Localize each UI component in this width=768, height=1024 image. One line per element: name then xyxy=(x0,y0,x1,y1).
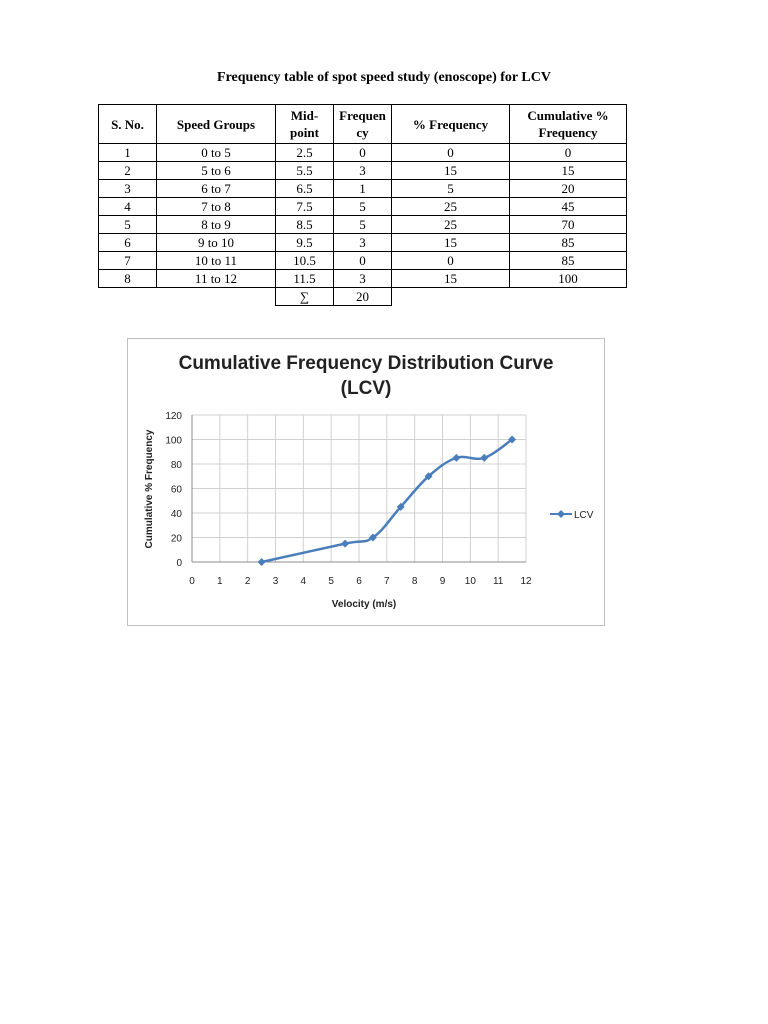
cell-group: 8 to 9 xyxy=(157,216,276,234)
table-header-row xyxy=(99,105,627,144)
cell-freq: 3 xyxy=(334,270,392,288)
header-cum-line1: Cumulative % xyxy=(527,108,609,123)
cell-mid: 11.5 xyxy=(276,270,334,288)
cell-freq: 3 xyxy=(334,162,392,180)
x-tick-label: 7 xyxy=(384,576,390,587)
cell-mid: 8.5 xyxy=(276,216,334,234)
table-row xyxy=(99,144,627,162)
sum-gap-4 xyxy=(510,288,627,306)
cell-pct: 0 xyxy=(392,144,510,162)
table-body xyxy=(99,144,627,288)
cell-cum: 0 xyxy=(510,144,627,162)
cell-freq: 3 xyxy=(334,234,392,252)
legend-marker xyxy=(557,510,565,518)
table-row xyxy=(99,198,627,216)
table-row xyxy=(99,216,627,234)
cell-mid: 9.5 xyxy=(276,234,334,252)
table-row xyxy=(99,180,627,198)
cell-freq: 0 xyxy=(334,252,392,270)
cell-group: 0 to 5 xyxy=(157,144,276,162)
y-axis-label: Cumulative % Frequency xyxy=(144,429,155,549)
x-tick-label: 8 xyxy=(411,576,418,587)
table-row xyxy=(99,162,627,180)
cell-sno: 4 xyxy=(99,198,157,216)
cell-sno: 2 xyxy=(99,162,157,180)
x-tick-label: 6 xyxy=(356,576,362,587)
legend-label: LCV xyxy=(574,510,594,521)
cell-group: 10 to 11 xyxy=(157,252,276,270)
cell-sno: 1 xyxy=(99,144,157,162)
x-axis-label: Velocity (m/s) xyxy=(331,599,397,610)
cell-sno: 5 xyxy=(99,216,157,234)
cell-group: 11 to 12 xyxy=(157,270,276,288)
chart-grid xyxy=(192,415,526,562)
cell-mid: 2.5 xyxy=(276,144,334,162)
cell-group: 7 to 8 xyxy=(157,198,276,216)
y-tick-label: 100 xyxy=(165,435,182,447)
x-tick-label: 10 xyxy=(464,576,476,587)
x-tick-label: 12 xyxy=(520,576,532,587)
cell-mid: 5.5 xyxy=(276,162,334,180)
data-point-marker xyxy=(480,454,488,462)
cell-group: 5 to 6 xyxy=(157,162,276,180)
cell-freq: 5 xyxy=(334,216,392,234)
sum-gap-3 xyxy=(392,288,510,306)
y-tick-label: 40 xyxy=(170,509,182,520)
data-point-marker xyxy=(341,540,349,548)
table-row xyxy=(99,234,627,252)
header-frequency xyxy=(334,105,392,144)
sum-gap-2 xyxy=(157,288,276,306)
cell-sno: 3 xyxy=(99,180,157,198)
cell-group: 6 to 7 xyxy=(157,180,276,198)
header-mid-point xyxy=(276,105,334,144)
table-row xyxy=(99,252,627,270)
header-cum-pct-frequency xyxy=(510,105,627,144)
chart-svg xyxy=(128,339,604,625)
header-mid-point-line1: Mid- xyxy=(290,108,319,123)
y-tick-label: 20 xyxy=(170,533,182,545)
cell-pct: 15 xyxy=(392,270,510,288)
sum-gap-1 xyxy=(99,288,157,306)
y-tick-label: 0 xyxy=(176,558,182,569)
cell-mid: 6.5 xyxy=(276,180,334,198)
cell-pct: 15 xyxy=(392,162,510,180)
cell-pct: 25 xyxy=(392,216,510,234)
header-sno: S. No. xyxy=(99,105,157,144)
frequency-table xyxy=(98,104,627,306)
y-tick-label: 60 xyxy=(170,484,182,496)
x-tick-label: 5 xyxy=(328,576,334,587)
x-tick-label: 4 xyxy=(300,576,307,587)
cell-cum: 15 xyxy=(510,162,627,180)
cell-pct: 25 xyxy=(392,198,510,216)
header-frequency-line1: Frequen xyxy=(339,108,386,123)
cell-mid: 10.5 xyxy=(276,252,334,270)
y-tick-label: 80 xyxy=(170,460,182,471)
cell-sno: 8 xyxy=(99,270,157,288)
header-speed-groups: Speed Groups xyxy=(157,105,276,144)
cell-freq: 0 xyxy=(334,144,392,162)
cell-freq: 1 xyxy=(334,180,392,198)
cell-cum: 100 xyxy=(510,270,627,288)
chart-title-line2: (LCV) xyxy=(340,378,392,399)
header-mid-point-line2: point xyxy=(290,125,319,140)
x-tick-label: 11 xyxy=(492,576,504,587)
y-tick-label: 120 xyxy=(165,411,182,422)
header-cum-line2: Frequency xyxy=(538,125,598,140)
cell-group: 9 to 10 xyxy=(157,234,276,252)
cumulative-frequency-chart xyxy=(127,338,605,626)
data-point-marker xyxy=(258,558,266,566)
x-tick-label: 0 xyxy=(189,576,195,587)
cell-pct: 5 xyxy=(392,180,510,198)
sum-symbol: ∑ xyxy=(276,288,334,306)
data-point-marker xyxy=(452,454,460,462)
cell-cum: 70 xyxy=(510,216,627,234)
cell-cum: 20 xyxy=(510,180,627,198)
cell-sno: 6 xyxy=(99,234,157,252)
document-title: Frequency table of spot speed study (enoscope) for LCV xyxy=(217,70,551,85)
cell-freq: 5 xyxy=(334,198,392,216)
sum-value: 20 xyxy=(334,288,392,306)
x-tick-label: 3 xyxy=(272,576,279,587)
table-row xyxy=(99,270,627,288)
chart-title-line1: Cumulative Frequency Distribution Curve xyxy=(178,353,554,374)
cell-cum: 45 xyxy=(510,198,627,216)
header-frequency-line2: cy xyxy=(356,125,369,140)
x-tick-label: 2 xyxy=(244,576,251,587)
cell-sno: 7 xyxy=(99,252,157,270)
table-sum-row xyxy=(99,288,627,306)
x-tick-label: 9 xyxy=(439,576,446,587)
cell-cum: 85 xyxy=(510,234,627,252)
cell-cum: 85 xyxy=(510,252,627,270)
cell-pct: 15 xyxy=(392,234,510,252)
cell-pct: 0 xyxy=(392,252,510,270)
header-pct-frequency: % Frequency xyxy=(392,105,510,144)
cell-mid: 7.5 xyxy=(276,198,334,216)
chart-legend xyxy=(550,510,594,521)
x-tick-label: 1 xyxy=(217,576,223,587)
